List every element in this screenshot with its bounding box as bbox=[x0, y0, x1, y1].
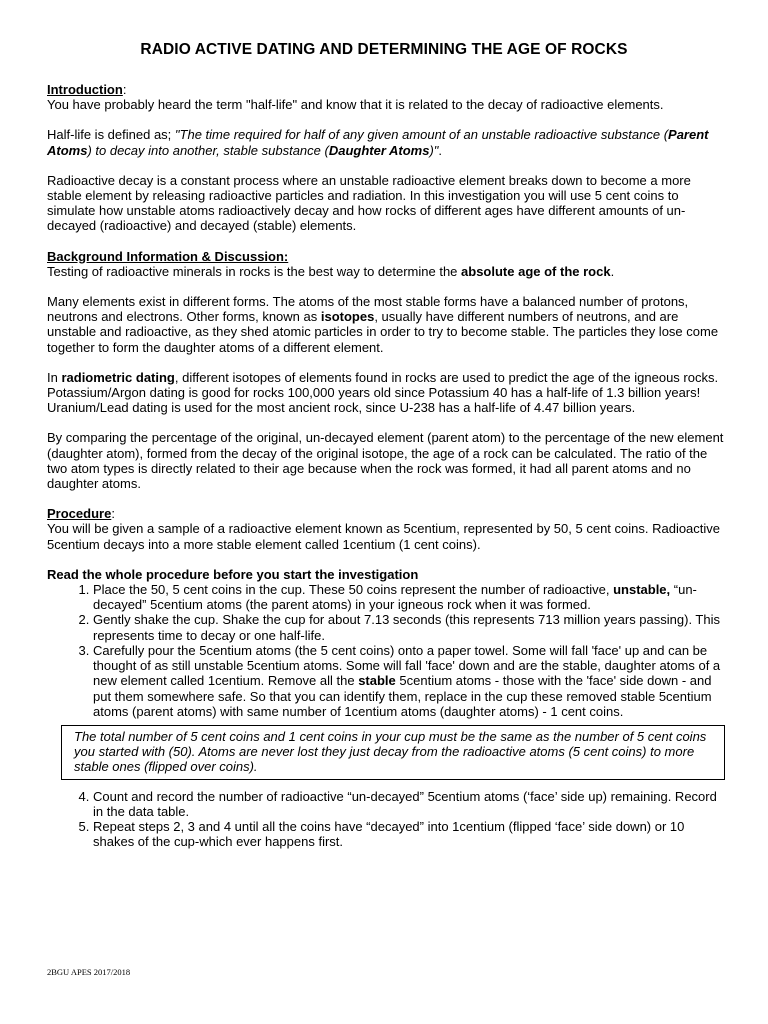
background-paragraph-1: Testing of radioactive minerals in rocks is the best way to determine the absolute age of the rock. bbox=[47, 263, 615, 279]
procedure-heading-line: Procedure: bbox=[47, 506, 115, 522]
procedure-step-3: 3. Carefully pour the 5centium atoms (the 5 cent coins) onto a paper towel. Some will fall 'face' up and can be thought of as still unstable 5centium atoms. Some will fall 'face' down and are the stable, daughter atoms of a new element called 1centium. Remove all the stable 5centium atoms - those with the 'face' side down - and put them somewhere safe. So that you can identify them, replace in the cup these removed stable 5centium atoms (parent atoms) with same number of 1centium atoms (daughter atoms) - 1 cent coins. bbox=[93, 643, 727, 719]
page-footer: 2BGU APES 2017/2018 bbox=[47, 967, 131, 977]
half-life-definition: Half-life is defined as; "The time required for half of any given amount of an unstable radioactive substance (Parent Atoms) to decay into another, stable substance (Daughter Atoms)". bbox=[47, 127, 709, 158]
procedure-step-4: 4. Count and record the number of radioactive “un-decayed” 5centium atoms (‘face’ side up) remaining. Record in the data table. bbox=[93, 789, 727, 819]
background-paragraph-2: Many elements exist in different forms. The atoms of the most stable forms have a balanced number of protons, neutrons and electrons. Other forms, known as isotopes, usually have different numbers of neutrons, and are unstable and radioactive, as they shed atomic particles in order to try to become stable. The particles they lose come together to form the daughter atoms of a different element. bbox=[47, 294, 719, 355]
document-body bbox=[47, 82, 727, 849]
procedure-heading: Procedure bbox=[47, 506, 112, 522]
intro-paragraph-1: You have probably heard the term "half-life" and know that it is related to the decay of radioactive elements. bbox=[47, 97, 664, 113]
background-heading: Background Information & Discussion: bbox=[47, 248, 289, 264]
intro-paragraph-3: Radioactive decay is a constant process where an unstable radioactive element breaks down to become a more stable element by releasing radioactive particles and radiation. In this investigation you will use 5 cent coins to simulate how unstable atoms radioactively decay and how rocks of different ages have different amounts of un-decayed (radioactive) and decayed (stable) elements. bbox=[47, 172, 691, 234]
procedure-step-1: 1. Place the 50, 5 cent coins in the cup. These 50 coins represent the number of radioactive, unstable, “un-decayed” 5centium atoms (the parent atoms) in your igneous rock when it was formed. bbox=[93, 582, 727, 612]
procedure-paragraph-1: You will be given a sample of a radioactive element known as 5centium, represented by 50, 5 cent coins. Radioactive 5centium decays into a more stable element called 1centium (1 cent coins). bbox=[47, 521, 721, 552]
intro-heading: Introduction bbox=[47, 82, 123, 97]
coin-count-note-box: The total number of 5 cent coins and 1 cent coins in your cup must be the same as the number of 5 cent coins you started with (50). Atoms are never lost they just decay from the radioactive atoms (5 cent coins) to more stable ones (flipped over coins). bbox=[61, 725, 725, 780]
procedure-steps-list bbox=[47, 582, 727, 719]
procedure-step-5: 5. Repeat steps 2, 3 and 4 until all the coins have “decayed” into 1centium (flipped ‘face’ side down) or 10 shakes of the cup-which ever happens first. bbox=[93, 819, 727, 849]
background-paragraph-4: By comparing the percentage of the original, un-decayed element (parent atom) to the percentage of the new element (daughter atom), formed from the decay of the original isotope, the age of a rock can be calculated. The ratio of the two atom types is directly related to their age because when the rock was formed, it had all parent atoms and no daughter atoms. bbox=[47, 430, 724, 492]
intro-heading-line: Introduction: bbox=[47, 82, 127, 97]
background-paragraph-3: In radiometric dating, different isotopes of elements found in rocks are used to predict the age of the igneous rocks. Potassium/Argon dating is good for rocks 100,000 years old since Potassium 40 has a half-life of 1.3 billion years! Uranium/Lead dating is used for the most ancient rock, since U-238 has a half-life of 4.47 billion years. bbox=[47, 369, 719, 416]
page-title: RADIO ACTIVE DATING AND DETERMINING THE AGE OF ROCKS bbox=[140, 41, 628, 58]
procedure-step-2: 2. Gently shake the cup. Shake the cup for about 7.13 seconds (this represents 713 million years passing). This represents time to decay or one half-life. bbox=[93, 612, 727, 642]
read-first-instruction: Read the whole procedure before you start the investigation bbox=[47, 566, 419, 582]
procedure-steps-list-continued bbox=[47, 789, 727, 850]
